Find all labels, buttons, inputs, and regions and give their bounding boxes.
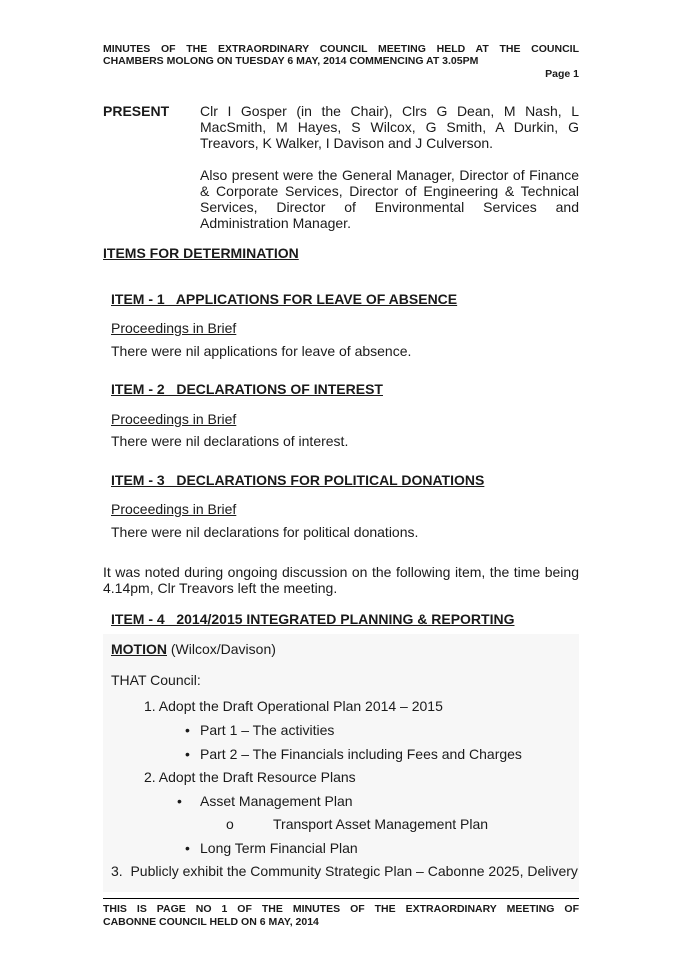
item3-title: ITEM - 3 DECLARATIONS FOR POLITICAL DONATIONS: [111, 472, 485, 488]
present-line-2: MacSmith, M Hayes, S Wilcox, G Smith, A Durkin, G: [200, 119, 579, 135]
point-3: 3. Publicly exhibit the Community Strategic Plan – Cabonne 2025, Delivery: [111, 863, 578, 879]
also-line-1: Also present were the General Manager, Director of Finance: [200, 167, 579, 183]
present-attendees: [200, 103, 579, 151]
item4-title: ITEM - 4 2014/2015 INTEGRATED PLANNING & REPORTING: [111, 611, 515, 627]
item1-text: There were nil applications for leave of absence.: [111, 343, 412, 359]
present-line-1: Clr I Gosper (in the Chair), Clrs G Dean, M Nash, L: [200, 103, 579, 119]
bullet-icon: •: [185, 722, 190, 738]
point-1: 1. Adopt the Draft Operational Plan 2014 – 2015: [144, 698, 443, 714]
footer-line-1: THIS IS PAGE NO 1 OF THE MINUTES OF THE EXTRAORDINARY MEETING OF: [103, 903, 579, 915]
present-line-3: Treavors, K Walker, I Davison and J Culverson.: [200, 135, 494, 151]
minutes-header: [103, 43, 579, 67]
point-2b: Long Term Financial Plan: [200, 840, 358, 856]
footer-rule: [103, 898, 579, 899]
hollow-bullet-icon: o: [226, 816, 234, 832]
item3-proceedings: Proceedings in Brief: [111, 501, 237, 517]
item2-title: ITEM - 2 DECLARATIONS OF INTEREST: [111, 381, 383, 397]
note-line-2: 4.14pm, Clr Treavors left the meeting.: [103, 580, 338, 596]
point-1a: Part 1 – The activities: [200, 722, 335, 738]
header-line-1: MINUTES OF THE EXTRAORDINARY COUNCIL MEETING HELD AT THE COUNCIL: [103, 43, 579, 55]
item3-text: There were nil declarations for political donations.: [111, 524, 419, 540]
bullet-icon: •: [177, 793, 182, 809]
present-label: PRESENT: [103, 103, 170, 119]
motion-line: [111, 641, 276, 657]
motion-label: MOTION: [111, 641, 167, 657]
item2-text: There were nil declarations of interest.: [111, 433, 349, 449]
also-line-3: Services, Director of Environmental Services and: [200, 199, 579, 215]
that-council: THAT Council:: [111, 672, 201, 688]
item1-title: ITEM - 1 APPLICATIONS FOR LEAVE OF ABSENCE: [111, 291, 458, 307]
bullet-icon: •: [185, 746, 190, 762]
header-line-2: CHAMBERS MOLONG ON TUESDAY 6 MAY, 2014 COMMENCING AT 3.05PM: [103, 55, 479, 67]
footer-line-2: CABONNE COUNCIL HELD ON 6 MAY, 2014: [103, 916, 319, 928]
point-1b: Part 2 – The Financials including Fees and Charges: [200, 746, 522, 762]
point-2: 2. Adopt the Draft Resource Plans: [144, 769, 356, 785]
motion-movers: (Wilcox/Davison): [167, 641, 276, 657]
also-line-2: & Corporate Services, Director of Engineering & Technical: [200, 183, 579, 199]
page-number: Page 1: [545, 68, 579, 80]
also-present: [200, 167, 579, 231]
page-footer: [103, 903, 579, 929]
item2-proceedings: Proceedings in Brief: [111, 411, 237, 427]
point-2a: Asset Management Plan: [200, 793, 353, 809]
item1-proceedings: Proceedings in Brief: [111, 320, 237, 336]
note-paragraph: [103, 564, 579, 596]
items-heading: ITEMS FOR DETERMINATION: [103, 245, 299, 261]
also-line-4: Administration Manager.: [200, 215, 351, 231]
point-2a-sub: Transport Asset Management Plan: [273, 816, 489, 832]
bullet-icon: •: [185, 840, 190, 856]
note-line-1: It was noted during ongoing discussion on the following item, the time being: [103, 564, 579, 580]
